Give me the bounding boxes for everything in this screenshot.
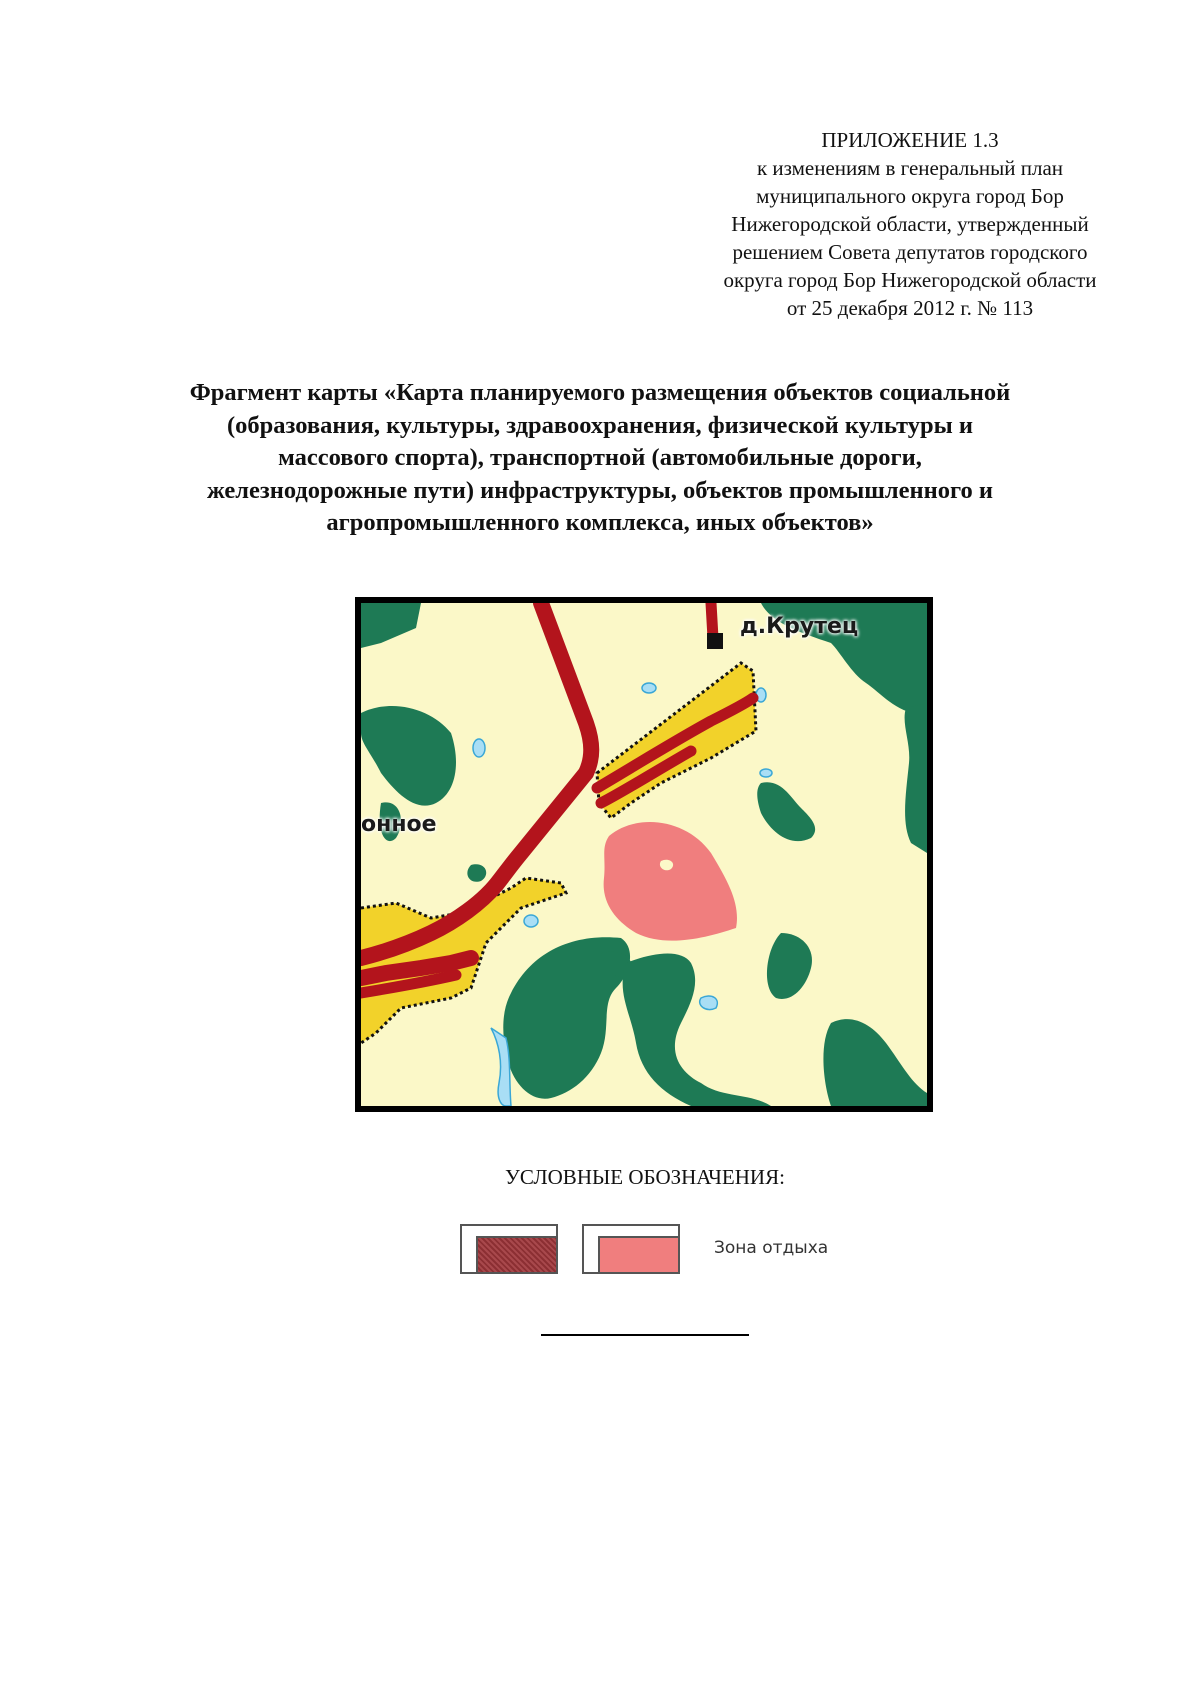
- legend-swatch-road: [460, 1224, 558, 1274]
- road-main: [541, 603, 591, 773]
- appendix-header: [650, 126, 1170, 322]
- end-rule: [541, 1334, 749, 1336]
- legend-title: УСЛОВНЫЕ ОБОЗНАЧЕНИЯ:: [505, 1165, 785, 1189]
- map-canvas: [361, 603, 927, 1106]
- pond: [760, 769, 772, 777]
- title-line: массового спорта), транспортной (автомобильные дороги,: [278, 444, 922, 471]
- appendix-line: ПРИЛОЖЕНИЕ 1.3: [821, 128, 999, 152]
- forest-area: [823, 1019, 927, 1106]
- pond: [642, 683, 656, 693]
- forest-area: [361, 603, 421, 648]
- forest-area: [467, 864, 486, 882]
- title-line: агропромышленного комплекса, иных объектов»: [326, 509, 874, 536]
- legend-label-recreation: Зона отдыха: [714, 1238, 829, 1258]
- appendix-line: от 25 декабря 2012 г. № 113: [786, 296, 1034, 320]
- forest-area: [757, 782, 815, 841]
- pond: [524, 915, 538, 927]
- road-branch: [711, 603, 713, 638]
- title-line: (образования, культуры, здравоохранения, физической культуры и: [226, 411, 974, 439]
- document-title: [150, 377, 1050, 540]
- recreation-zone: [604, 822, 737, 941]
- forest-area: [767, 933, 812, 999]
- map-fragment: [355, 597, 933, 1112]
- appendix-line: решением Совета депутатов городского: [732, 240, 1088, 264]
- appendix-line: округа город Бор Нижегородской области: [723, 268, 1097, 292]
- appendix-line: к изменениям в генеральный план: [756, 156, 1064, 180]
- road-main: [496, 773, 586, 885]
- forest-area: [623, 954, 771, 1106]
- legend-fill: [476, 1236, 556, 1272]
- title-line: Фрагмент карты «Карта планируемого размещения объектов социальной: [189, 379, 1011, 406]
- forest-area: [905, 703, 927, 853]
- legend-fill: [598, 1236, 678, 1272]
- forest-area: [361, 706, 456, 806]
- legend-swatch-recreation: [582, 1224, 680, 1274]
- map-label-partial-village: онное: [361, 812, 437, 837]
- pond: [700, 996, 718, 1010]
- pond: [473, 739, 485, 757]
- title-line: железнодорожные пути) инфраструктуры, объектов промышленного и: [206, 476, 994, 504]
- map-label-krutets: д.Крутец: [740, 614, 859, 639]
- appendix-line: муниципального округа город Бор: [756, 184, 1064, 208]
- village-marker: [707, 633, 723, 649]
- appendix-line: Нижегородской области, утвержденный: [731, 212, 1089, 236]
